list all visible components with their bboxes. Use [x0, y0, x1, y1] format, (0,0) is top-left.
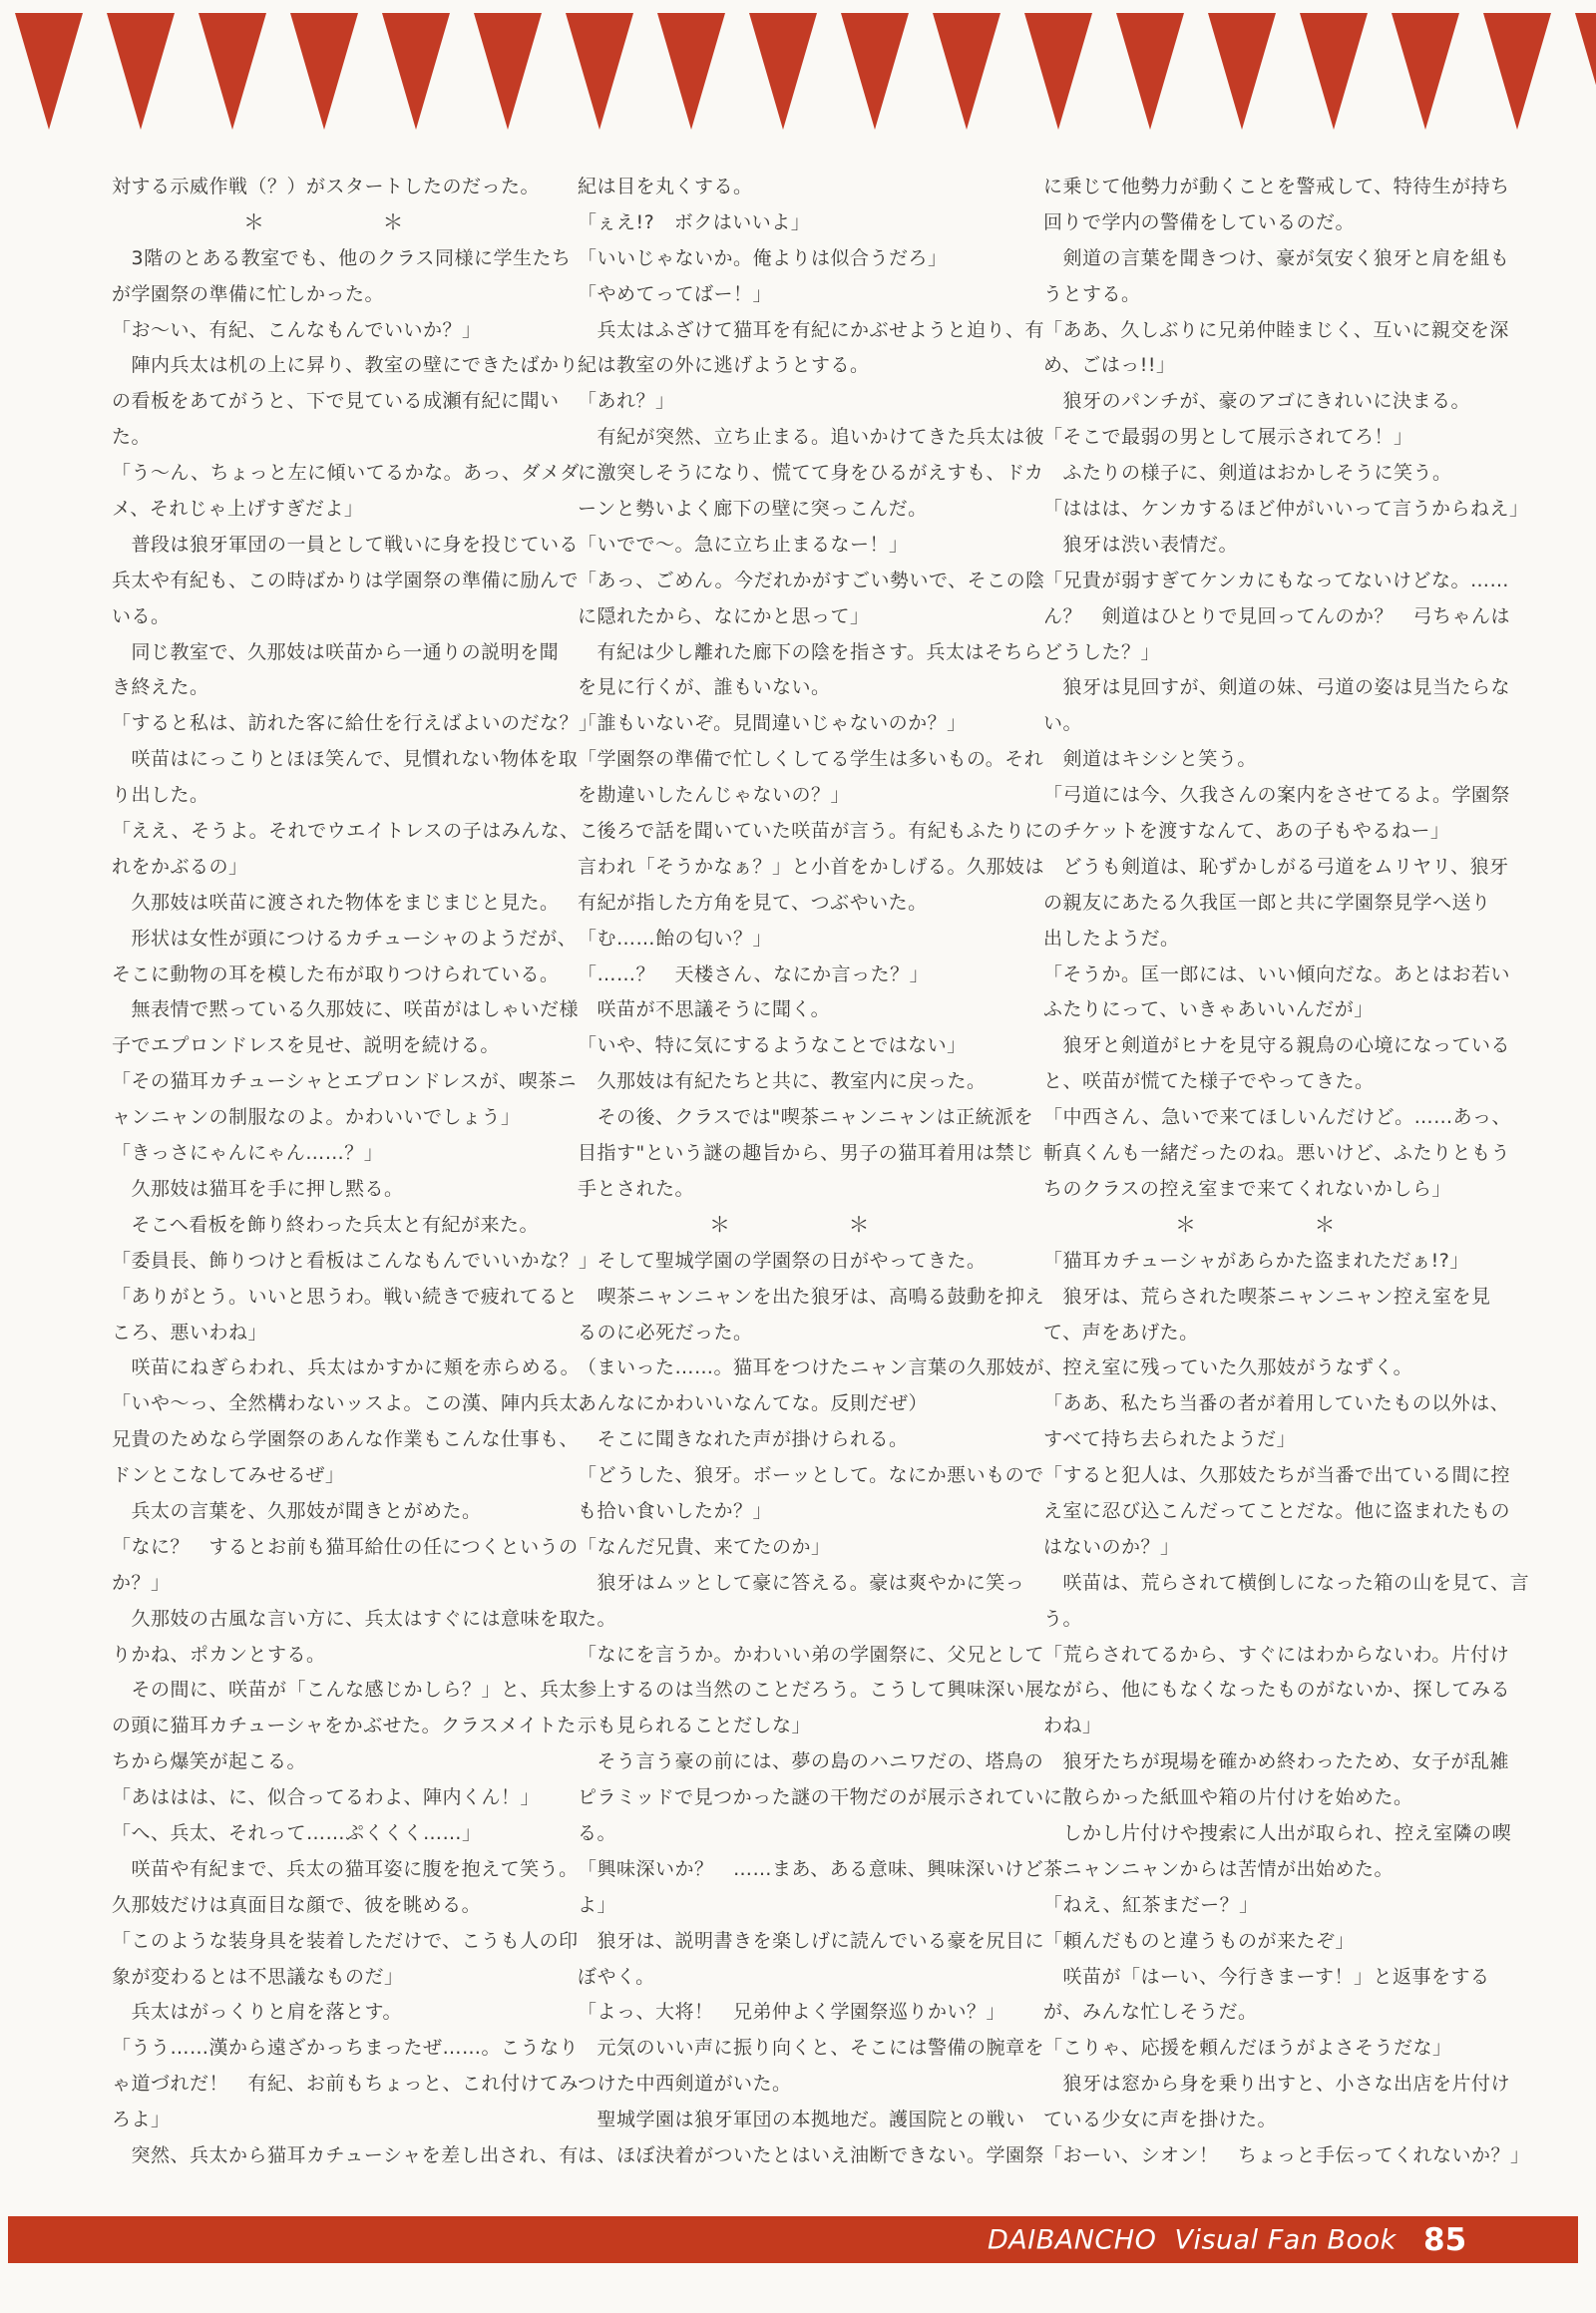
- text-line: て、声をあげた。: [1043, 1321, 1199, 1344]
- text-line: う。: [1043, 1607, 1083, 1630]
- separator-asterisk: ＊: [1314, 1212, 1336, 1237]
- text-line: 「すると犯人は、久那妓たちが当番で出ている間に控: [1043, 1464, 1511, 1487]
- text-line: しかし片付けや捜索に人出が取られ、控え室隣の喫: [1043, 1821, 1512, 1844]
- text-line: 「委員長、飾りつけと看板はこんなもんでいいかな？」: [112, 1249, 598, 1272]
- text-line: 3階のとある教室でも、他のクラス同様に学生たち: [112, 246, 572, 269]
- text-line: そこへ看板を飾り終わった兵太と有紀が来た。: [112, 1213, 540, 1236]
- separator-asterisk: ＊: [1175, 1212, 1197, 1237]
- text-line: メ、それじゃ上げすぎだよ」: [112, 498, 364, 521]
- text-line: 狼牙は見回すが、剣道の妹、弓道の姿は見当たらな: [1043, 676, 1511, 699]
- text-line: い。: [1043, 712, 1083, 735]
- separator-asterisk: ＊: [382, 209, 404, 234]
- text-line: 「ぇえ!? ボクはいいよ」: [578, 210, 811, 233]
- text-line: あんなにかわいいなんてな。反則だぜ）: [578, 1392, 929, 1415]
- section-separator: [112, 205, 545, 241]
- text-line: 参上するのは当然のことだろう。こうして興味深い展: [578, 1679, 1045, 1702]
- text-line: その後、クラスでは"喫茶ニャンニャンは正統派を: [578, 1106, 1034, 1129]
- text-line: に乗じて他勢力が動くことを警戒して、特待生が持ち: [1043, 176, 1510, 197]
- text-line: 兵太はふざけて猫耳を有紀にかぶせようと迫り、有: [578, 318, 1045, 341]
- footer-book-title: DAIBANCHO Visual Fan Book: [988, 2224, 1396, 2255]
- text-line: に隠れたから、なにかと思って」: [578, 604, 870, 627]
- text-line: 「弓道には今、久我さんの案内をさせてるよ。学園祭: [1043, 784, 1511, 807]
- text-line: 「いいじゃないか。俺よりは似合うだろ」: [578, 246, 948, 269]
- text-line: はないのか？」: [1043, 1535, 1180, 1558]
- pennant-icon: [566, 13, 633, 130]
- text-line: 「中西さん、急いで来てほしいんだけど。……あっ、: [1043, 1106, 1511, 1129]
- text-line: 「猫耳カチューシャがあらかた盗まれただぁ!?」: [1043, 1249, 1469, 1272]
- text-line: ちのクラスの控え室まで来てくれないかしら」: [1043, 1177, 1451, 1200]
- text-line: 陣内兵太は机の上に昇り、教室の壁にできたばかり: [112, 354, 580, 377]
- text-line: ゃ道づれだ！ 有紀、お前もちょっと、これ付けてみ: [112, 2073, 580, 2096]
- text-line: 「……？ 天楼さん、なにか言った？」: [578, 963, 930, 985]
- text-line: 兵太や有紀も、この時ばかりは学園祭の準備に励んで: [112, 569, 580, 591]
- text-line: ふたりにって、いきゃあいいんだが」: [1043, 998, 1374, 1021]
- text-line: 紀は目を丸くする。: [578, 176, 753, 197]
- text-line: ーンと勢いよく廊下の壁に突っこんだ。: [578, 498, 928, 521]
- text-line: が学園祭の準備に忙しかった。: [112, 282, 385, 305]
- text-line: の頭に猫耳カチューシャをかぶせた。クラスメイトた: [112, 1715, 577, 1737]
- text-line: に散らかった紙皿や箱の片付けを始めた。: [1043, 1786, 1413, 1809]
- text-line: 兵太の言葉を、久那妓が聞きとがめた。: [112, 1499, 482, 1522]
- text-line: 狼牙は窓から身を乗り出すと、小さな出店を片付け: [1043, 2073, 1511, 2096]
- pennant-icon: [657, 13, 725, 130]
- text-line: 手とされた。: [578, 1177, 695, 1200]
- separator-asterisk: ＊: [848, 1212, 870, 1237]
- text-line: 形状は女性が頭につけるカチューシャのようだが、: [112, 927, 578, 950]
- text-line: を見に行くが、誰もいない。: [578, 676, 831, 699]
- text-line: ろよ」: [112, 2109, 171, 2131]
- pennant-icon: [290, 13, 358, 130]
- text-line: ドンとこなしてみせるぜ」: [112, 1464, 345, 1487]
- text-line: 紀は教室の外に逃げようとする。: [578, 354, 870, 377]
- separator-asterisk: ＊: [709, 1212, 731, 1237]
- text-line: どうした？」: [1043, 640, 1161, 663]
- text-line: 「うう……漢から遠ざかっちまったぜ……。こうなり: [112, 2037, 580, 2060]
- text-column: [578, 170, 1064, 2174]
- text-line: 控え室に残っていた久那妓がうなずく。: [1043, 1356, 1413, 1379]
- pennant-icon: [1300, 13, 1368, 130]
- text-line: ャンニャンの制服なのよ。かわいいでしょう」: [112, 1106, 521, 1129]
- separator-asterisk: ＊: [243, 209, 265, 234]
- pennant-icon: [749, 13, 817, 130]
- text-line: 「あれ？」: [578, 390, 675, 413]
- text-line: 「いでで～。急に立ち止まるなー！」: [578, 533, 909, 556]
- text-line: るのに必死だった。: [578, 1321, 753, 1344]
- text-line: 子でエプロンドレスを見せ、説明を続ける。: [112, 1034, 500, 1057]
- text-line: 対する示威作戦（？）がスタートしたのだった。: [112, 176, 541, 197]
- text-line: 久那妓は有紀たちと共に、教室内に戻った。: [578, 1070, 987, 1093]
- text-line: 「う～ん、ちょっと左に傾いてるかな。あっ、ダメダ: [112, 462, 580, 485]
- page-number: 85: [1423, 2221, 1467, 2258]
- text-line: 同じ教室で、久那妓は咲苗から一通りの説明を聞: [112, 640, 560, 663]
- text-line: 斬真くんも一緒だったのね。悪いけど、ふたりともう: [1043, 1142, 1511, 1165]
- text-line: 咲苗が不思議そうに聞く。: [578, 998, 831, 1021]
- text-line: のチケットを渡すなんて、あの子もやるねー」: [1043, 820, 1450, 843]
- text-line: そう言う豪の前には、夢の島のハニワだの、塔鳥の: [578, 1750, 1044, 1773]
- section-separator: [1043, 1208, 1476, 1244]
- text-line: そこに動物の耳を模した布が取りつけられている。: [112, 963, 560, 985]
- text-line: 久那妓は咲苗に渡された物体をまじまじと見た。: [112, 891, 560, 914]
- text-line: よ」: [578, 1893, 617, 1916]
- text-line: 茶ニャンニャンからは苦情が出始めた。: [1043, 1857, 1395, 1880]
- text-line: 「そこで最弱の男として展示されてろ！」: [1043, 426, 1413, 449]
- text-line: 狼牙と剣道がヒナを見守る親鳥の心境になっている: [1043, 1034, 1511, 1057]
- text-line: え室に忍び込こんだってことだな。他に盗まれたもの: [1043, 1499, 1511, 1522]
- text-line: つけた中西剣道がいた。: [578, 2073, 792, 2096]
- text-line: か？」: [112, 1571, 171, 1594]
- text-line: すべて持ち去られたようだ」: [1043, 1428, 1297, 1451]
- text-line: 「いや、特に気にするようなことではない」: [578, 1034, 967, 1057]
- text-line: 「お～い、有紀、こんなもんでいいか？」: [112, 318, 482, 341]
- text-line: 普段は狼牙軍団の一員として戦いに身を投じている: [112, 533, 580, 556]
- text-line: 聖城学園は狼牙軍団の本拠地だ。護国院との戦い: [578, 2109, 1025, 2131]
- text-line: ん？ 剣道はひとりで見回ってんのか？ 弓ちゃんは: [1043, 604, 1511, 627]
- text-line: 「こりゃ、応援を頼んだほうがよさそうだな」: [1043, 2037, 1452, 2060]
- text-line: 久那妓は猫耳を手に押し黙る。: [112, 1177, 404, 1200]
- text-line: 目指す"という謎の趣旨から、男子の猫耳着用は禁じ: [578, 1142, 1034, 1165]
- text-line: どうも剣道は、恥ずかしがる弓道をムリヤリ、狼牙: [1043, 855, 1509, 878]
- text-line: うとする。: [1043, 282, 1141, 305]
- text-line: は、ほぼ決着がついたとはいえ油断できない。学園祭: [578, 2143, 1045, 2166]
- text-line: 無表情で黙っている久那妓に、咲苗がはしゃいだ様: [112, 998, 580, 1021]
- text-line: 元気のいい声に振り向くと、そこには警備の腕章を: [578, 2037, 1045, 2060]
- text-line: 「その猫耳カチューシャとエプロンドレスが、喫茶ニ: [112, 1070, 578, 1093]
- pennant-icon: [1392, 13, 1459, 130]
- text-line: りかね、ポカンとする。: [112, 1643, 326, 1666]
- text-line: 狼牙はムッとして豪に答える。豪は爽やかに笑っ: [578, 1571, 1025, 1594]
- text-line: 剣道の言葉を聞きつけ、豪が気安く狼牙と肩を組も: [1043, 246, 1510, 269]
- text-line: 言われ「そうかなぁ？」と小首をかしげる。久那妓は: [578, 855, 1045, 878]
- text-line: れをかぶるの」: [112, 855, 248, 878]
- text-line: 狼牙は渋い表情だ。: [1043, 533, 1239, 556]
- text-line: 回りで学内の警備をしているのだ。: [1043, 210, 1356, 233]
- text-line: め、ごはっ!!」: [1043, 354, 1176, 377]
- text-line: 象が変わるとは不思議なものだ」: [112, 1965, 404, 1988]
- text-line: 狼牙は、荒らされた喫茶ニャンニャン控え室を見: [1043, 1285, 1491, 1308]
- text-line: が、みんな忙しそうだ。: [1043, 2001, 1258, 2024]
- text-line: 「そうか。匡一郎には、いい傾向だな。あとはお若い: [1043, 963, 1511, 985]
- text-line: 「よっ、大将！ 兄弟仲よく学園祭巡りかい？」: [578, 2001, 1006, 2024]
- text-line: 「いや～っ、全然構わないッスよ。この漢、陣内兵太、: [112, 1392, 598, 1415]
- text-line: 示も見られることだしな」: [578, 1715, 812, 1737]
- text-line: そして聖城学園の学園祭の日がやってきた。: [578, 1249, 987, 1272]
- text-line: 出したようだ。: [1043, 927, 1180, 950]
- text-line: そこに聞きなれた声が掛けられる。: [578, 1428, 909, 1451]
- text-line: を勘違いしたんじゃないの？」: [578, 784, 851, 807]
- pennant-icon: [474, 13, 542, 130]
- text-line: き終えた。: [112, 676, 209, 699]
- text-line: ころ、悪いわね」: [112, 1321, 268, 1344]
- text-line: 咲苗は、荒らされて横倒しになった箱の山を見て、言: [1043, 1571, 1530, 1594]
- text-line: 兵太はがっくりと肩を落とす。: [112, 2001, 402, 2024]
- text-line: 「学園祭の準備で忙しくしてる学生は多いもの。それ: [578, 748, 1044, 771]
- text-line: 後ろで話を聞いていた咲苗が言う。有紀もふたりに: [578, 820, 1044, 843]
- text-line: 有紀が指した方角を見て、つぶやいた。: [578, 891, 928, 914]
- text-line: 久那妓だけは真面目な顔で、彼を眺める。: [112, 1893, 482, 1916]
- text-line: た。: [578, 1607, 617, 1630]
- text-line: も拾い食いしたか？」: [578, 1499, 773, 1522]
- text-line: いる。: [112, 604, 171, 627]
- text-line: 「あっ、ごめん。今だれかがすごい勢いで、そこの陰: [578, 569, 1045, 591]
- text-line: ながら、他にもなくなったものがないか、探してみる: [1043, 1679, 1511, 1702]
- text-line: 「ははは、ケンカするほど仲がいいって言うからねえ」: [1043, 498, 1529, 521]
- text-column: [1043, 170, 1530, 2174]
- text-line: 「ええ、そうよ。それでウエイトレスの子はみんな、こ: [112, 820, 599, 843]
- text-line: と、咲苗が慌てた様子でやってきた。: [1043, 1070, 1375, 1093]
- text-line: 「なに？ するとお前も猫耳給仕の任につくというの: [112, 1535, 579, 1558]
- pennant-banner: [15, 13, 1596, 131]
- text-line: り出した。: [112, 784, 209, 807]
- text-line: ている少女に声を掛けた。: [1043, 2109, 1278, 2131]
- text-line: ちから爆笑が起こる。: [112, 1750, 307, 1773]
- text-line: 喫茶ニャンニャンを出た狼牙は、高鳴る鼓動を抑え: [578, 1285, 1045, 1308]
- text-line: の親友にあたる久我匡一郎と共に学園祭見学へ送り: [1043, 891, 1491, 914]
- text-line: 「おーい、シオン！ ちょっと手伝ってくれないか？」: [1043, 2143, 1530, 2166]
- text-line: 狼牙は、説明書きを楽しげに読んでいる豪を尻目に: [578, 1929, 1045, 1952]
- pennant-icon: [107, 13, 175, 130]
- text-line: 有紀が突然、立ち止まる。追いかけてきた兵太は彼: [578, 426, 1045, 449]
- text-columns: [112, 170, 1530, 2174]
- text-line: 「あははは、に、似合ってるわよ、陣内くん！」: [112, 1786, 541, 1809]
- text-line: ふたりの様子に、剣道はおかしそうに笑う。: [1043, 462, 1452, 485]
- text-line: 「ああ、久しぶりに兄弟仲睦まじく、互いに親交を深: [1043, 318, 1509, 341]
- footer-band: [8, 2216, 1578, 2263]
- text-line: 久那妓の古風な言い方に、兵太はすぐには意味を取: [112, 1607, 580, 1630]
- pennant-icon: [1208, 13, 1276, 130]
- text-line: 「へ、兵太、それって……ぷくくく……」: [112, 1821, 482, 1844]
- text-line: 剣道はキシシと笑う。: [1043, 748, 1257, 771]
- pennant-icon: [1116, 13, 1184, 130]
- text-line: ぼやく。: [578, 1965, 655, 1988]
- text-line: 「どうした、狼牙。ボーッとして。なにか悪いもので: [578, 1464, 1044, 1487]
- text-line: 咲苗にねぎらわれ、兵太はかすかに頬を赤らめる。: [112, 1356, 581, 1379]
- text-line: 突然、兵太から猫耳カチューシャを差し出され、有: [112, 2143, 579, 2166]
- text-line: た。: [112, 426, 152, 449]
- pennant-icon: [1483, 13, 1551, 130]
- pennant-icon: [15, 13, 83, 130]
- text-line: 「ねえ、紅茶まだー？」: [1043, 1893, 1259, 1916]
- text-line: 兄貴のためなら学園祭のあんな作業もこんな仕事も、: [112, 1428, 580, 1451]
- text-line: 咲苗や有紀まで、兵太の猫耳姿に腹を抱えて笑う。: [112, 1857, 579, 1880]
- text-line: 「ああ、私たち当番の者が着用していたもの以外は、: [1043, 1392, 1510, 1415]
- text-column: [112, 170, 599, 2174]
- text-line: わね」: [1043, 1715, 1102, 1737]
- text-line: 「なにを言うか。かわいい弟の学園祭に、父兄として: [578, 1643, 1045, 1666]
- text-line: 「興味深いか？ ……まあ、ある意味、興味深いけど: [578, 1857, 1044, 1880]
- pennant-icon: [1024, 13, 1092, 130]
- section-separator: [578, 1208, 1010, 1244]
- text-line: 「すると私は、訪れた客に給仕を行えばよいのだな？」: [112, 712, 598, 735]
- text-line: 「きっさにゃんにゃん……？」: [112, 1142, 384, 1165]
- text-line: 「ありがとう。いいと思うわ。戦い続きで疲れてると: [112, 1285, 579, 1308]
- text-line: 「誰もいないぞ。見間違いじゃないのか？」: [578, 712, 967, 735]
- pennant-icon: [382, 13, 450, 130]
- pennant-icon: [841, 13, 909, 130]
- text-line: 「む……飴の匂い？」: [578, 927, 773, 950]
- text-line: 咲苗が「はーい、今行きまーす！」と返事をする: [1043, 1965, 1490, 1988]
- text-line: （まいった……。猫耳をつけたニャン言葉の久那妓が、: [578, 1356, 1064, 1379]
- text-line: 狼牙のパンチが、豪のアゴにきれいに決まる。: [1043, 390, 1471, 413]
- text-line: 「荒らされてるから、すぐにはわからないわ。片付け: [1043, 1643, 1510, 1666]
- text-line: 「やめてってばー！」: [578, 282, 773, 305]
- text-line: 咲苗はにっこりとほほ笑んで、見慣れない物体を取: [112, 748, 579, 771]
- text-line: 「頼んだものと違うものが来たぞ」: [1043, 1929, 1356, 1952]
- text-line: に激突しそうになり、慌てて身をひるがえすも、ドカ: [578, 462, 1044, 485]
- text-line: 「兄貴が弱すぎてケンカにもなってないけどな。……: [1043, 569, 1510, 591]
- text-line: 狼牙たちが現場を確かめ終わったため、女子が乱雑: [1043, 1750, 1510, 1773]
- text-line: る。: [578, 1821, 617, 1844]
- pennant-icon: [1575, 13, 1596, 130]
- text-line: その間に、咲苗が「こんな感じかしら？」と、兵太: [112, 1679, 580, 1702]
- pennant-icon: [199, 13, 266, 130]
- text-line: 「なんだ兄貴、来てたのか」: [578, 1535, 831, 1558]
- pennant-icon: [933, 13, 1000, 130]
- text-line: 有紀は少し離れた廊下の陰を指さす。兵太はそちら: [578, 640, 1043, 663]
- text-line: ピラミッドで見つかった謎の干物だのが展示されてい: [578, 1786, 1044, 1809]
- text-line: の看板をあてがうと、下で見ている成瀬有紀に聞い: [112, 390, 560, 413]
- text-line: 「このような装身具を装着しただけで、こうも人の印: [112, 1929, 579, 1952]
